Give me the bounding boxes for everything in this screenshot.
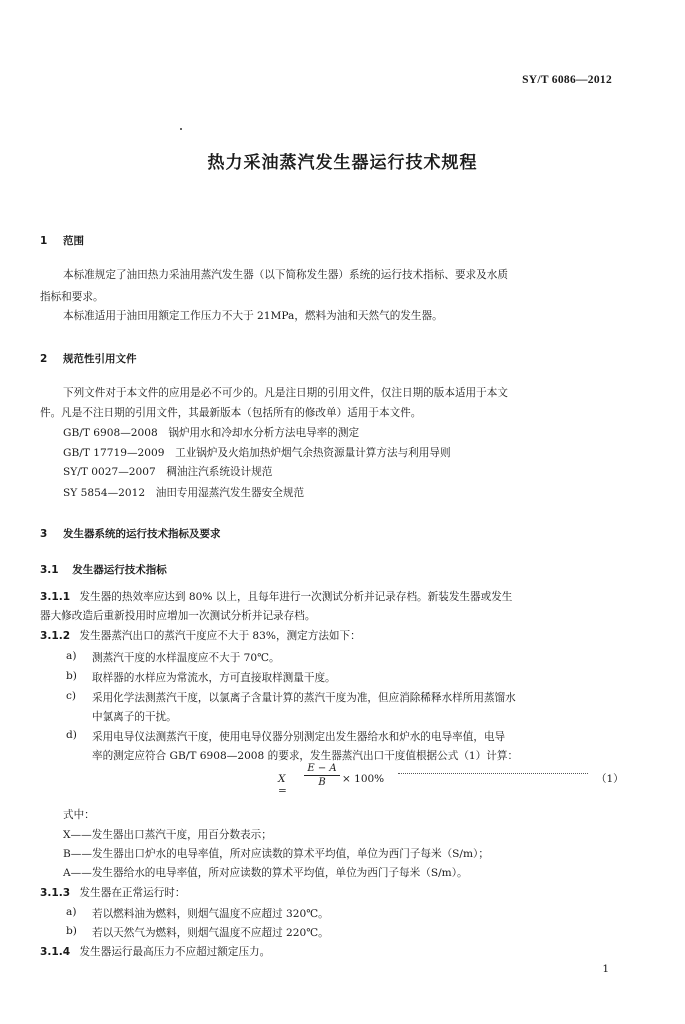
- variable-definition: X——发生器出口蒸汽干度，用百分数表示；: [63, 829, 272, 841]
- formula-rhs: × 100%: [342, 773, 385, 785]
- where-label: 式中：: [63, 809, 95, 821]
- section-1-number: 1: [40, 235, 48, 247]
- reference-item: SY/T 0027—2007 稠油注汽系统设计规范: [63, 466, 273, 478]
- variable-definition: B——发生器出口炉水的电导率值，所对应读数的算术平均值，单位为西门子每米（S/m）；: [63, 848, 489, 860]
- formula-denominator: B: [318, 777, 326, 788]
- section-3-heading: [40, 526, 220, 541]
- fraction-bar: [304, 775, 340, 776]
- clause-3-1-1-text: 发生器的热效率应达到 80% 以上，且每年进行一次测试分析并记录存档。新装发生器或发生: [79, 591, 513, 603]
- list-item-text: 若以燃料油为燃料，则烟气温度不应超过 320℃。: [92, 908, 329, 920]
- section-2-title: 规范性引用文件: [62, 353, 137, 365]
- standard-number: SY/T 6086—2012: [522, 74, 612, 86]
- sec1-para1-line1: 本标准规定了油田热力采油用蒸汽发生器（以下简称发生器）系统的运行技术指标、要求及水质: [63, 269, 508, 281]
- list-item-letter: b): [66, 670, 77, 682]
- list-item-text-cont: 率的测定应符合 GB/T 6908—2008 的要求，发生器蒸汽出口干度值根据公式（1）计算：: [92, 750, 519, 762]
- equation-number: （1）: [596, 773, 624, 785]
- section-1-heading: [40, 233, 84, 248]
- clause-3-1-2-number: 3.1.2: [40, 630, 71, 642]
- clause-3-1-4-number: 3.1.4: [40, 946, 71, 958]
- clause-3-1-3-number: 3.1.3: [40, 887, 71, 899]
- list-item-text-cont: 中氯离子的干扰。: [92, 711, 177, 723]
- section-3-number: 3: [40, 528, 48, 540]
- list-item-letter: a): [66, 906, 77, 918]
- list-item-letter: b): [66, 925, 77, 937]
- subsection-3-1-heading: [40, 562, 167, 577]
- clause-3-1-1-number: 3.1.1: [40, 591, 71, 603]
- document-title: 热力采油蒸汽发生器运行技术规程: [207, 153, 478, 173]
- reference-item: GB/T 6908—2008 锅炉用水和冷却水分析方法电导率的测定: [63, 427, 360, 439]
- formula-leader-dots: [398, 773, 588, 774]
- clause-3-1-2: [40, 629, 361, 644]
- reference-item: GB/T 17719—2009 工业锅炉及火焰加热炉烟气余热资源量计算方法与利用导则: [63, 447, 451, 459]
- sec1-para2: 本标准适用于油田用额定工作压力不大于 21MPa，燃料为油和天然气的发生器。: [63, 310, 443, 322]
- clause-3-1-1-line1: [40, 590, 512, 605]
- list-item-text: 采用化学法测蒸汽干度，以氯离子含量计算的蒸汽干度为准，但应消除稀释水样所用蒸馏水: [92, 692, 516, 704]
- variable-definition: A——发生器给水的电导率值，所对应读数的算术平均值，单位为西门子每米（S/m）。: [63, 867, 468, 879]
- subsection-3-1-number: 3.1: [40, 564, 59, 576]
- section-3-title: 发生器系统的运行技术指标及要求: [62, 528, 221, 540]
- clause-3-1-4: [40, 945, 270, 960]
- list-item-text: 测蒸汽干度的水样温度应不大于 70℃。: [92, 652, 280, 664]
- clause-3-1-3: [40, 886, 185, 901]
- sec2-para1-line2: 件。凡是不注日期的引用文件，其最新版本（包括所有的修改单）适用于本文件。: [40, 407, 422, 419]
- sec2-para1-line1: 下列文件对于本文件的应用是必不可少的。凡是注日期的引用文件，仅注日期的版本适用于本文: [63, 387, 508, 399]
- list-item-text: 采用电导仪法测蒸汽干度，使用电导仪器分别测定出发生器给水和炉水的电导率值，电导: [92, 731, 506, 743]
- formula-fraction: [304, 763, 340, 788]
- list-item-letter: c): [66, 690, 77, 702]
- list-item-letter: a): [66, 650, 77, 662]
- list-item-letter: d): [66, 729, 77, 741]
- list-item-text: 若以天然气为燃料，则烟气温度不应超过 220℃。: [92, 927, 329, 939]
- subsection-3-1-title: 发生器运行技术指标: [72, 564, 167, 576]
- sec1-para1-line2: 指标和要求。: [40, 291, 104, 303]
- list-item-text: 取样器的水样应为常流水，方可直接取样测量干度。: [92, 672, 336, 684]
- clause-3-1-2-text: 发生器蒸汽出口的蒸汽干度应不大于 83%，测定方法如下：: [79, 630, 361, 642]
- formula-numerator: E − A: [307, 763, 337, 774]
- reference-item: SY 5854—2012 油田专用湿蒸汽发生器安全规范: [63, 487, 305, 499]
- page-number: 1: [602, 963, 609, 975]
- clause-3-1-1-line2: 器大修改造后重新投用时应增加一次测试分析并记录存档。: [40, 610, 316, 622]
- section-1-title: 范围: [62, 235, 84, 247]
- clause-3-1-4-text: 发生器运行最高压力不应超过额定压力。: [79, 946, 271, 958]
- scan-speck: [180, 128, 182, 130]
- clause-3-1-3-text: 发生器在正常运行时：: [79, 887, 186, 899]
- formula-lhs: X =: [278, 773, 287, 797]
- section-2-heading: [40, 351, 136, 366]
- section-2-number: 2: [40, 353, 48, 365]
